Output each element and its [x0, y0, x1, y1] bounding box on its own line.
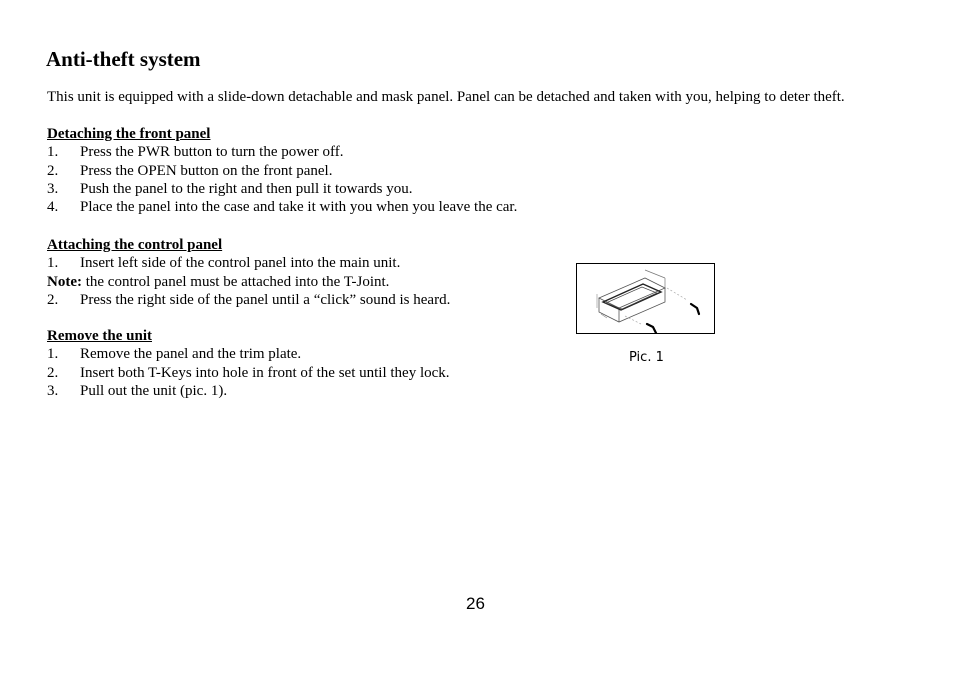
list-item-number: 1. [47, 346, 59, 363]
page-number: 26 [466, 594, 485, 613]
list-item-number: 1. [47, 144, 59, 161]
list-item [47, 291, 450, 309]
list-item [47, 198, 517, 216]
list-item-number: 2. [47, 291, 59, 308]
note-label: Note: [47, 273, 82, 290]
list-item-text: Push the panel to the right and then pull it towards you. [80, 180, 413, 197]
figure-caption: Pic. 1 [629, 350, 664, 365]
section-heading: Attaching the control panel [47, 237, 223, 253]
list-item-number: 3. [47, 382, 59, 399]
list-item-text: Press the PWR button to turn the power off. [80, 144, 344, 161]
list-item-text: Press the right side of the panel until a “click” sound is heard. [80, 291, 451, 308]
list-item-text: Insert both T-Keys into hole in front of the set until they lock. [80, 364, 450, 381]
list-item-number: 1. [47, 255, 59, 272]
list-item-number: 2. [47, 364, 59, 381]
section-heading: Remove the unit [47, 328, 152, 344]
list-item-text: Remove the panel and the trim plate. [80, 346, 302, 363]
list-item [47, 345, 450, 363]
note-text: the control panel must be attached into the T-Joint. [81, 273, 390, 290]
list-item-text: Insert left side of the control panel into the main unit. [80, 255, 401, 272]
note [47, 273, 450, 291]
list-item [47, 254, 450, 272]
list-item [47, 364, 450, 382]
car-radio-unit-with-t-keys-illustration-icon [577, 264, 714, 333]
list-item [47, 180, 517, 198]
section-detaching-front-panel [47, 125, 517, 216]
list-item [47, 382, 450, 400]
section-heading: Detaching the front panel [47, 126, 211, 142]
list-item-text: Pull out the unit (pic. 1). [80, 382, 228, 399]
figure-unit-removal [576, 263, 715, 334]
section-attaching-control-panel [47, 236, 450, 309]
list-item-text: Place the panel into the case and take it with you when you leave the car. [80, 199, 518, 216]
intro-paragraph: This unit is equipped with a slide-down detachable and mask panel. Panel can be detached and taken with you, helping to deter theft. [47, 89, 845, 105]
list-item-number: 4. [47, 199, 59, 216]
page-title: Anti-theft system [46, 47, 201, 71]
list-item-number: 2. [47, 162, 59, 179]
section-remove-unit [47, 327, 450, 400]
list-item-number: 3. [47, 180, 59, 197]
list-item [47, 162, 517, 180]
list-item-text: Press the OPEN button on the front panel. [80, 162, 333, 179]
list-item [47, 143, 517, 161]
